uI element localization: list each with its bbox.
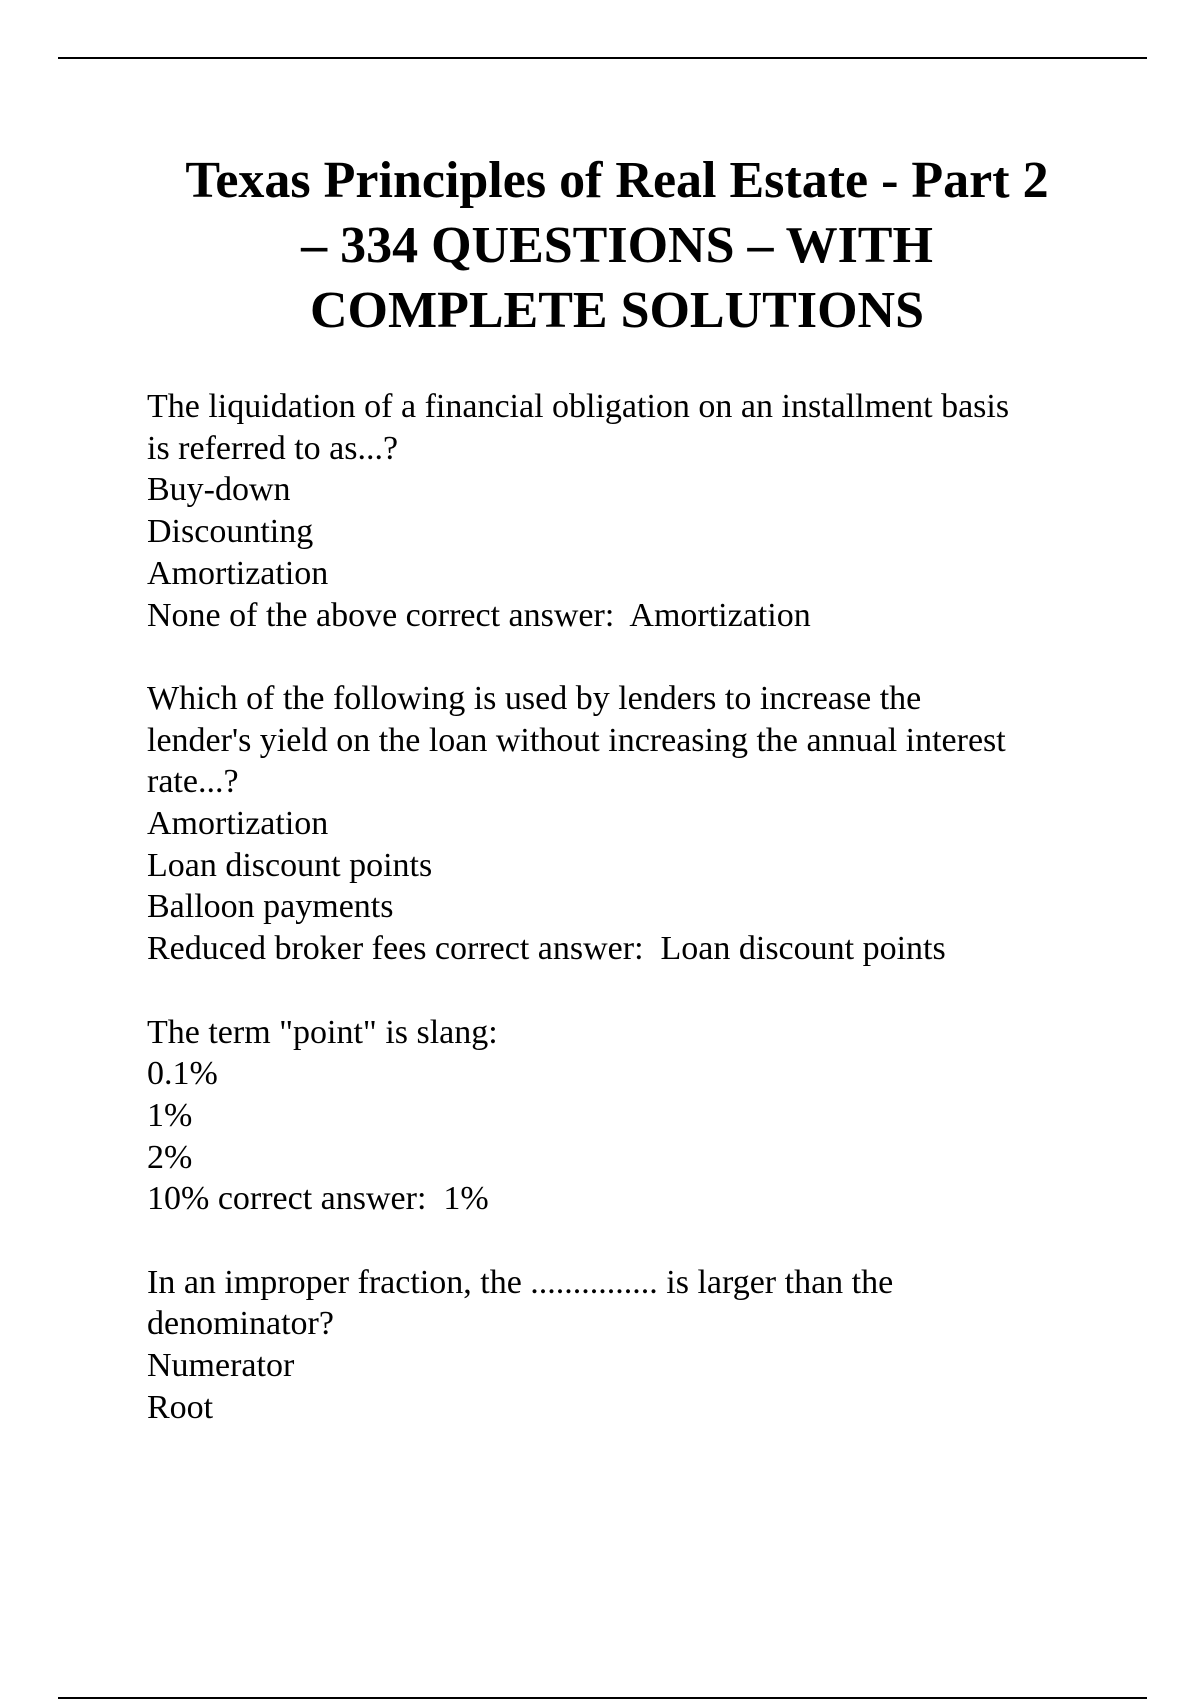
- question-line: The liquidation of a financial obligation on an installment basis: [147, 388, 1010, 425]
- question-line: 10% correct answer: 1%: [147, 1180, 489, 1218]
- question-block: [147, 386, 1147, 636]
- question-line: Root: [147, 1388, 214, 1426]
- question-line: is referred to as...?: [147, 429, 399, 467]
- question-line: denominator?: [147, 1305, 334, 1343]
- question-list: [147, 386, 1147, 1470]
- title-line: Texas Principles of Real Estate - Part 2: [185, 152, 1049, 209]
- question-block: [147, 1012, 1147, 1221]
- question-line: 0.1%: [147, 1055, 218, 1093]
- question-line: Loan discount points: [147, 846, 433, 884]
- question-line: Amortization: [147, 554, 329, 592]
- title-line: – 334 QUESTIONS – WITH: [301, 217, 933, 274]
- document-title: [90, 148, 1144, 343]
- question-line: rate...?: [147, 763, 239, 801]
- question-line: 2%: [147, 1138, 193, 1176]
- question-line: Amortization: [147, 805, 329, 843]
- title-line: COMPLETE SOLUTIONS: [309, 282, 925, 339]
- top-rule: [58, 57, 1147, 59]
- question-line: Which of the following is used by lenders to increase the: [147, 679, 922, 717]
- question-line: Buy-down: [147, 471, 291, 509]
- question-line: Reduced broker fees correct answer: Loan discount points: [147, 930, 946, 968]
- question-block: [147, 678, 1147, 970]
- question-line: Discounting: [147, 513, 314, 551]
- question-line: None of the above correct answer: Amortization: [147, 596, 811, 634]
- question-block: [147, 1262, 1147, 1429]
- question-line: lender's yield on the loan without increasing the annual interest: [147, 721, 1006, 759]
- question-line: In an improper fraction, the ............... is larger than the: [147, 1263, 894, 1301]
- question-line: Numerator: [147, 1347, 295, 1385]
- question-line: 1%: [147, 1096, 193, 1134]
- bottom-rule: [58, 1697, 1147, 1699]
- question-line: Balloon payments: [147, 888, 394, 926]
- question-line: The term "point" is slang:: [147, 1013, 498, 1051]
